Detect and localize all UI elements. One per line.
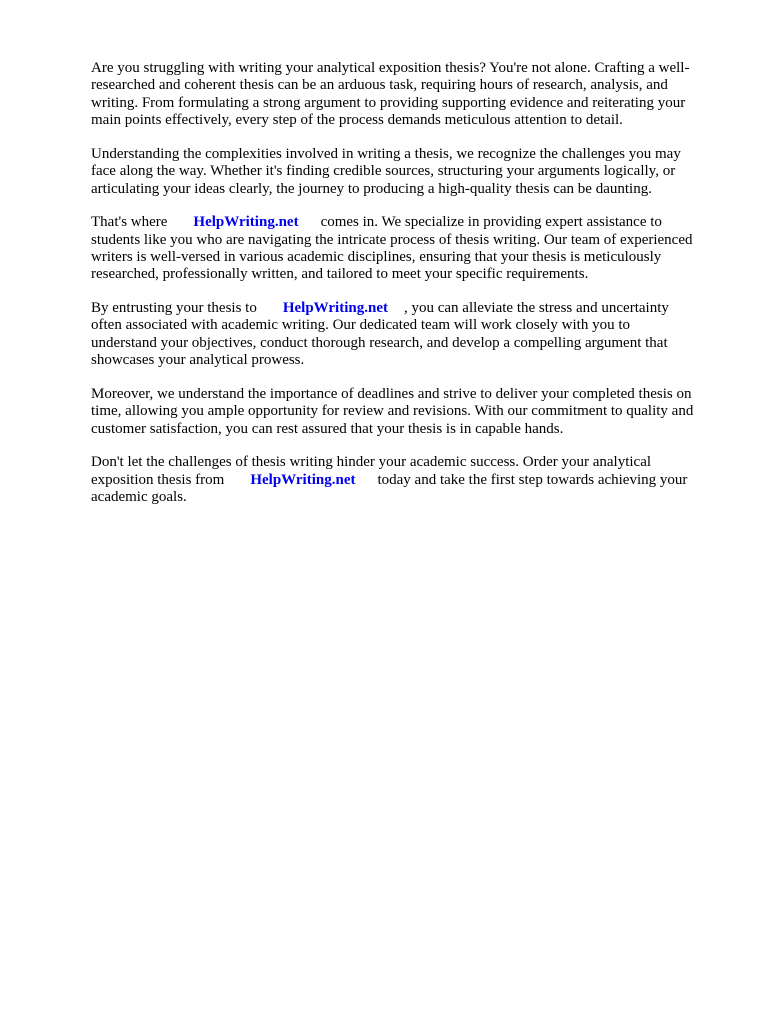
text-line: writers is well-versed in various academic disciplines, ensuring that your thesis is meticulously (91, 249, 662, 266)
text-line: customer satisfaction, you can rest assured that your thesis is in capable hands. (91, 420, 564, 437)
text-line: often associated with academic writing. Our dedicated team will work closely with you to (91, 317, 631, 334)
text-fragment: exposition thesis from (91, 471, 225, 488)
text-line: articulating your ideas clearly, the journey to producing a high-quality thesis can be daunting. (91, 180, 652, 197)
text-line: understand your objectives, conduct thorough research, and develop a compelling argument that (91, 334, 668, 351)
text-line: students like you who are navigating the intricate process of thesis writing. Our team of experienced (91, 231, 693, 248)
text-line: researched, professionally written, and tailored to meet your specific requirements. (91, 266, 589, 283)
paragraph-call-to-action (91, 454, 721, 506)
helpwriting-link[interactable]: HelpWriting.net (250, 471, 356, 488)
text-line (91, 214, 721, 231)
paragraph-deadlines (91, 386, 721, 438)
paragraph-intro (91, 60, 721, 130)
helpwriting-link[interactable]: HelpWriting.net (282, 300, 388, 317)
text-line: main points effectively, every step of the process demands meticulous attention to detail. (91, 112, 623, 129)
text-line (91, 472, 721, 489)
text-fragment: , you can alleviate the stress and uncertainty (403, 300, 669, 317)
paragraph-entrust (91, 300, 721, 370)
text-line: Understanding the complexities involved in writing a thesis, we recognize the challenges you may (91, 145, 681, 162)
text-line: showcases your analytical prowess. (91, 352, 305, 369)
text-line: time, allowing you ample opportunity for review and revisions. With our commitment to quality and (91, 403, 694, 420)
text-line (91, 300, 721, 317)
text-line: face along the way. Whether it's finding credible sources, structuring your arguments logically, or (91, 163, 676, 180)
text-line: Don't let the challenges of thesis writing hinder your academic success. Order your analytical (91, 454, 652, 471)
helpwriting-link[interactable]: HelpWriting.net (193, 214, 299, 231)
text-fragment: That's where (91, 214, 168, 231)
text-fragment: By entrusting your thesis to (91, 300, 257, 317)
text-line: academic goals. (91, 489, 187, 506)
text-fragment: today and take the first step towards achieving your (377, 471, 688, 488)
text-line: researched and coherent thesis can be an arduous task, requiring hours of research, analysis, and (91, 77, 668, 94)
text-line: Are you struggling with writing your analytical exposition thesis? You're not alone. Crafting a well- (91, 60, 690, 76)
text-fragment: comes in. We specialize in providing expert assistance to (320, 214, 662, 231)
text-line: writing. From formulating a strong argument to providing supporting evidence and reiterating your (91, 94, 686, 111)
text-line: Moreover, we understand the importance of deadlines and strive to deliver your completed thesis on (91, 385, 692, 402)
paragraph-challenges (91, 146, 721, 198)
document-body (91, 60, 721, 523)
paragraph-service (91, 214, 721, 284)
